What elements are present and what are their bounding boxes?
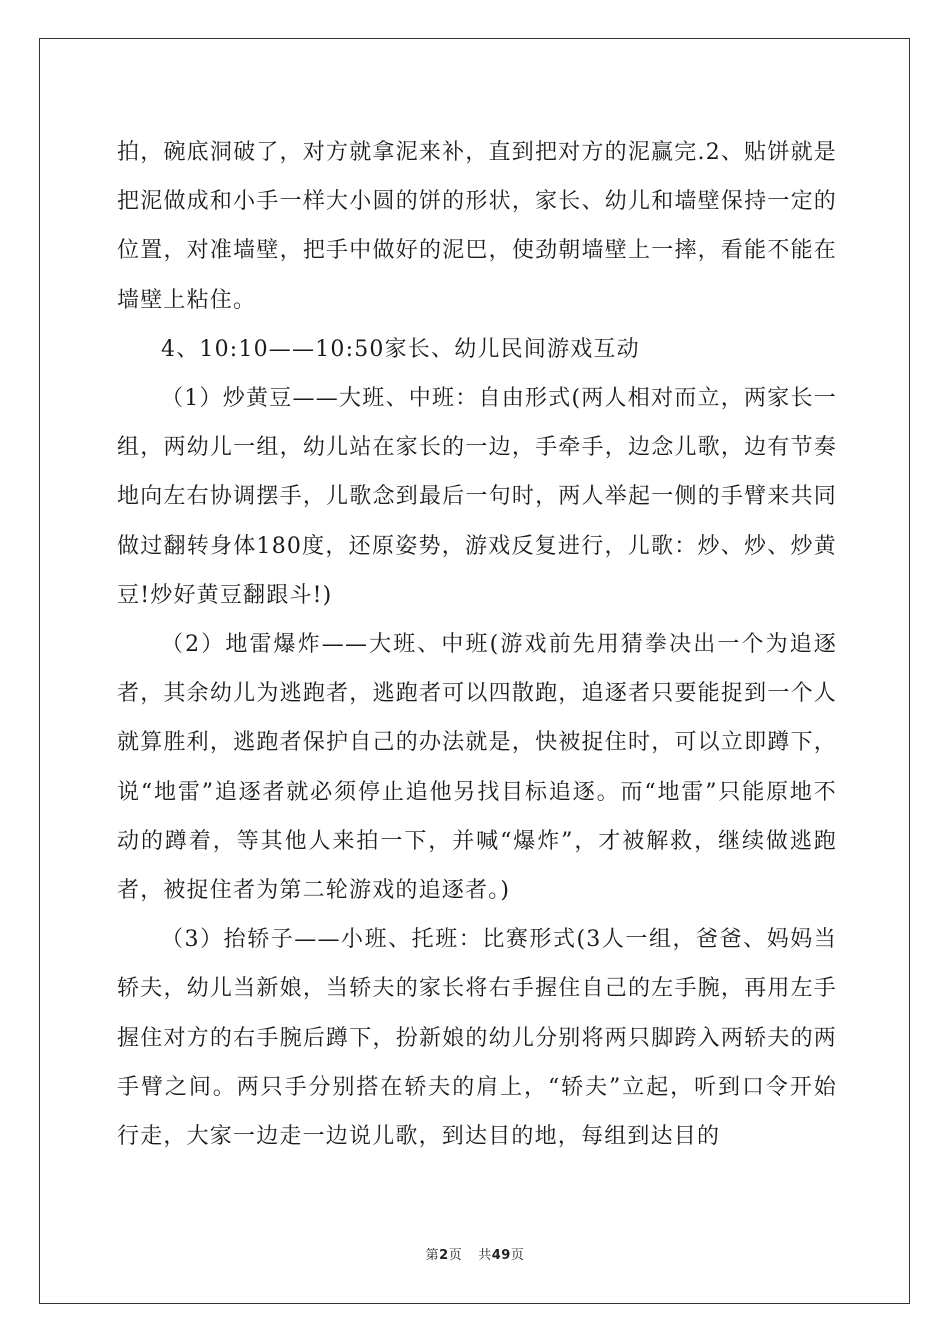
paragraph-landmine-game: （2）地雷爆炸——大班、中班(游戏前先用猜拳决出一个为追逐者，其余幼儿为逃跑者，逃跑者可以四散跑，追逐者只要能捉到一个人就算胜利，逃跑者保护自己的办法就是，快被捉住时，可以立即蹲下，说“地雷”追逐者就必须停止追他另找目标追逐。而“地雷”只能原地不动的蹲着，等其他人来拍一下，并喊“爆炸”，才被解救，继续做逃跑者，被捉住者为第二轮游戏的追逐者。) bbox=[117, 632, 837, 904]
paragraph-sedan-chair-game: （3）抬轿子——小班、托班：比赛形式(3人一组，爸爸、妈妈当轿夫，幼儿当新娘，当轿夫的家长将右手握住自己的左手腕，再用左手握住对方的右手腕后蹲下，扮新娘的幼儿分别将两只脚跨入两轿夫的两手臂之间。两只手分别搭在轿夫的肩上，“轿夫”立起，听到口令开始行走，大家一边走一边说儿歌，到达目的地，每组到达目的 bbox=[117, 927, 837, 1150]
page-prefix: 第 bbox=[425, 1248, 440, 1263]
paragraph-mud-game-continuation: 拍，碗底洞破了，对方就拿泥来补，直到把对方的泥赢完.2、贴饼就是把泥做成和小手一样大小圆的饼的形状，家长、幼儿和墙壁保持一定的位置，对准墙壁，把手中做好的泥巴，使劲朝墙壁上一摔，看能不能在墙壁上粘住。 bbox=[117, 140, 837, 313]
total-prefix: 共 bbox=[478, 1248, 492, 1263]
total-suffix: 页 bbox=[510, 1248, 525, 1263]
page-suffix: 页 bbox=[448, 1248, 463, 1263]
document-body bbox=[117, 128, 837, 1161]
total-page-count: 49 bbox=[491, 1248, 511, 1263]
paragraph-fried-beans-game: （1）炒黄豆——大班、中班：自由形式(两人相对而立，两家长一组，两幼儿一组，幼儿站在家长的一边，手牵手，边念儿歌，边有节奏地向左右协调摆手，儿歌念到最后一句时，两人举起一侧的手臂来共同做过翻转身体180度，还原姿势，游戏反复进行，儿歌：炒、炒、炒黄豆!炒好黄豆翻跟斗!) bbox=[117, 386, 837, 608]
page-footer bbox=[0, 1244, 950, 1263]
paragraph-schedule-heading: 4、10:10——10:50家长、幼儿民间游戏互动 bbox=[161, 336, 640, 362]
current-page-number: 2 bbox=[439, 1248, 449, 1263]
